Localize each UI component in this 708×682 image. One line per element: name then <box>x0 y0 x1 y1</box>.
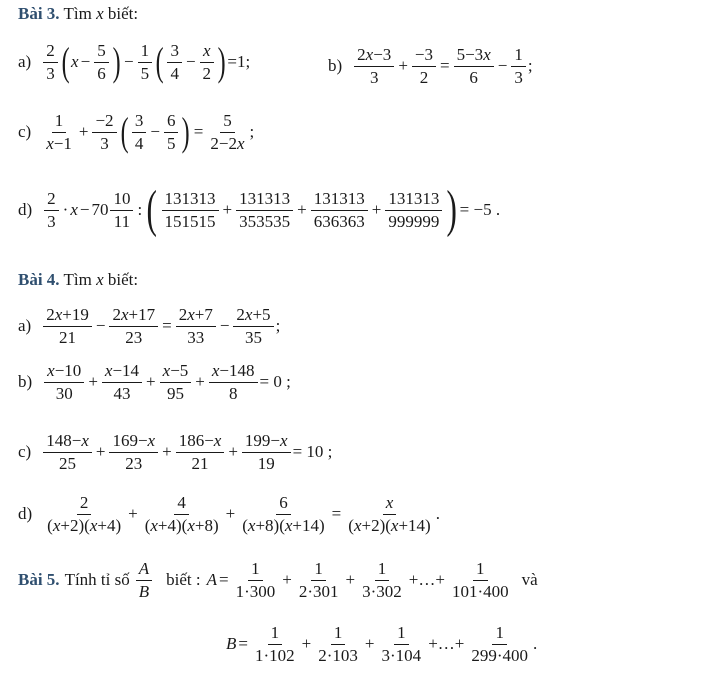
bai5-line1: Bài 5. Tính tỉ số $\frac{A}{B}$ biết : A = $\frac{1}{1\cdot 300}$ + $\frac{1}{2\cdot 301}$ + $\frac{1}{3\cdot 302}$ +…+ $\frac{1}{101\cdot 400}$ và <box>18 559 538 601</box>
bai3-title: Tìm x biết: <box>63 4 139 23</box>
fraction: $\frac{2}{3}$ <box>44 190 59 231</box>
fraction: $\frac{-3}{2}$ <box>412 46 436 87</box>
bai4-a-label: a) <box>18 316 32 336</box>
fraction: $\frac{2x+7}{33}$ <box>176 306 216 347</box>
bai4-d-end: . <box>435 504 440 524</box>
bai3-b: b) $\frac{2x-3}{3}$ + $\frac{-3}{2}$ = $\frac{5-3x}{6}$ − $\frac{1}{3}$ ; <box>328 45 533 87</box>
bai5-line2: B = $\frac{1}{1\cdot 102}$ + $\frac{1}{2\cdot 103}$ + $\frac{1}{3\cdot 104}$ +…+ $\frac{1}{299\cdot 400}$ . <box>226 623 538 665</box>
bai3-c-label: c) <box>18 122 32 142</box>
fraction: $\frac{1}{1\cdot 300}$ <box>235 559 276 601</box>
bai3-a: a) $\frac{2}{3}$ ( x − $\frac{5}{6}$ ) − $\frac{1}{5}$ ( $\frac{3}{4}$ − $\frac{x}{2}$ ) =1; <box>18 39 251 85</box>
fraction: $\frac{5-3x}{6}$ <box>454 46 494 87</box>
bai4-c-rhs: = 10 ; <box>292 442 333 462</box>
bai4-a: a) $\frac{2x+19}{21}$ − $\frac{2x+17}{23}$ = $\frac{2x+7}{33}$ − $\frac{2x+5}{35}$ ; <box>18 305 281 347</box>
bai3-heading <box>18 4 138 24</box>
bai4-number: Bài 4. <box>18 270 60 289</box>
bai4-b: b) $\frac{x-10}{30}$ + $\frac{x-14}{43}$ + $\frac{x-5}{95}$ + $\frac{x-148}{8}$ = 0 ; <box>18 361 291 403</box>
bai4-heading <box>18 270 138 290</box>
fraction: $\frac{4}{(x+4)(x+8)}$ <box>144 493 219 535</box>
bai5-endB: . <box>533 634 538 654</box>
fraction: $\frac{1}{x-1}$ <box>46 111 72 153</box>
fraction: $\frac{2}{3}$ <box>43 42 58 83</box>
bai3-a-label: a) <box>18 52 32 72</box>
fraction: $\frac{148-x}{25}$ <box>43 432 92 473</box>
fraction: $\frac{1}{1\cdot 102}$ <box>254 623 295 665</box>
fraction: $\frac{5}{2-2x}$ <box>210 111 245 153</box>
bai3-b-label: b) <box>328 56 343 76</box>
bai5-va: và <box>521 570 538 590</box>
fraction: $\frac{131313}{353535}$ <box>236 190 293 231</box>
fraction: $\frac{1}{3\cdot 104}$ <box>381 623 422 665</box>
fraction: $\frac{A}{B}$ <box>136 560 152 601</box>
fraction: $\frac{1}{3}$ <box>511 46 526 87</box>
fraction: $\frac{x}{2}$ <box>200 42 215 83</box>
fraction: $\frac{2x+17}{23}$ <box>109 306 158 347</box>
bai4-d-label: d) <box>18 504 33 524</box>
bai3-d-label: d) <box>18 200 33 219</box>
fraction: $\frac{169-x}{23}$ <box>109 432 158 473</box>
fraction: $\frac{x-148}{8}$ <box>209 362 258 403</box>
bai3-b-end: ; <box>527 56 533 76</box>
bai4-b-label: b) <box>18 372 33 392</box>
bai5-biet: biết : <box>166 570 201 590</box>
fraction: $\frac{1}{299\cdot 400}$ <box>471 623 529 665</box>
fraction: $\frac{6}{(x+8)(x+14)}$ <box>242 493 325 535</box>
bai3-d-rhs: = −5 . <box>459 200 501 219</box>
bai3-d: d) $\frac{2}{3}$ · x − 70 $\frac{10}{11}$ : ( $\frac{131313}{151515}$ + $\frac{131313}{353535}$ + $\frac{131313}{636363}$ + $\frac{131313}{999999}$ ) = −5 . <box>18 181 501 238</box>
bai4-c-label: c) <box>18 442 32 462</box>
fraction: $\frac{2x-3}{3}$ <box>354 46 394 87</box>
fraction: $\frac{-2}{3}$ <box>92 112 116 153</box>
bai4-c: c) $\frac{148-x}{25}$ + $\frac{169-x}{23}$ + $\frac{186-x}{21}$ + $\frac{199-x}{19}$ = 10 ; <box>18 431 333 473</box>
bai4-a-end: ; <box>275 316 281 336</box>
bai5-title: Tính tỉ số <box>64 570 130 590</box>
bai4-b-rhs: = 0 ; <box>259 372 291 392</box>
bai3-c-end: ; <box>249 122 255 142</box>
bai3-number: Bài 3. <box>18 4 60 23</box>
bai5-number: Bài 5. <box>18 570 60 590</box>
bai3-c: c) $\frac{1}{x-1}$ + $\frac{-2}{3}$ ( $\frac{3}{4}$ − $\frac{6}{5}$ ) = $\frac{5}{2-2x}$ ; <box>18 109 255 155</box>
fraction: $\frac{186-x}{21}$ <box>176 432 225 473</box>
fraction: $\frac{2x+5}{35}$ <box>233 306 273 347</box>
fraction: $\frac{x}{(x+2)(x+14)}$ <box>348 493 431 535</box>
bai3-a-rhs: =1; <box>227 52 251 72</box>
fraction: $\frac{x-14}{43}$ <box>102 362 142 403</box>
fraction: $\frac{131313}{999999}$ <box>385 190 442 231</box>
bai4-d: d) $\frac{2}{(x+2)(x+4)}$ + $\frac{4}{(x+4)(x+8)}$ + $\frac{6}{(x+8)(x+14)}$ = $\frac{x}{(x+2)(x+14)}$ . <box>18 493 440 535</box>
fraction: $\frac{131313}{636363}$ <box>311 190 368 231</box>
fraction: $\frac{1}{2\cdot 301}$ <box>298 559 339 601</box>
fraction: $\frac{2x+19}{21}$ <box>43 306 92 347</box>
fraction: $\frac{6}{5}$ <box>164 112 179 153</box>
fraction: $\frac{5}{6}$ <box>94 42 109 83</box>
fraction: $\frac{2}{(x+2)(x+4)}$ <box>47 493 122 535</box>
fraction: $\frac{10}{11}$ <box>110 190 133 231</box>
fraction: $\frac{1}{5}$ <box>138 42 153 83</box>
fraction: $\frac{1}{3\cdot 302}$ <box>362 559 402 601</box>
fraction: $\frac{x-5}{95}$ <box>160 362 192 403</box>
fraction: $\frac{x-10}{30}$ <box>44 362 84 403</box>
fraction: $\frac{199-x}{19}$ <box>242 432 291 473</box>
fraction: $\frac{1}{2\cdot 103}$ <box>318 623 358 665</box>
fraction: $\frac{131313}{151515}$ <box>162 190 219 231</box>
fraction: $\frac{3}{4}$ <box>167 42 182 83</box>
fraction: $\frac{1}{101\cdot 400}$ <box>451 559 509 601</box>
fraction: $\frac{3}{4}$ <box>132 112 147 153</box>
bai4-title: Tìm x biết: <box>63 270 139 289</box>
